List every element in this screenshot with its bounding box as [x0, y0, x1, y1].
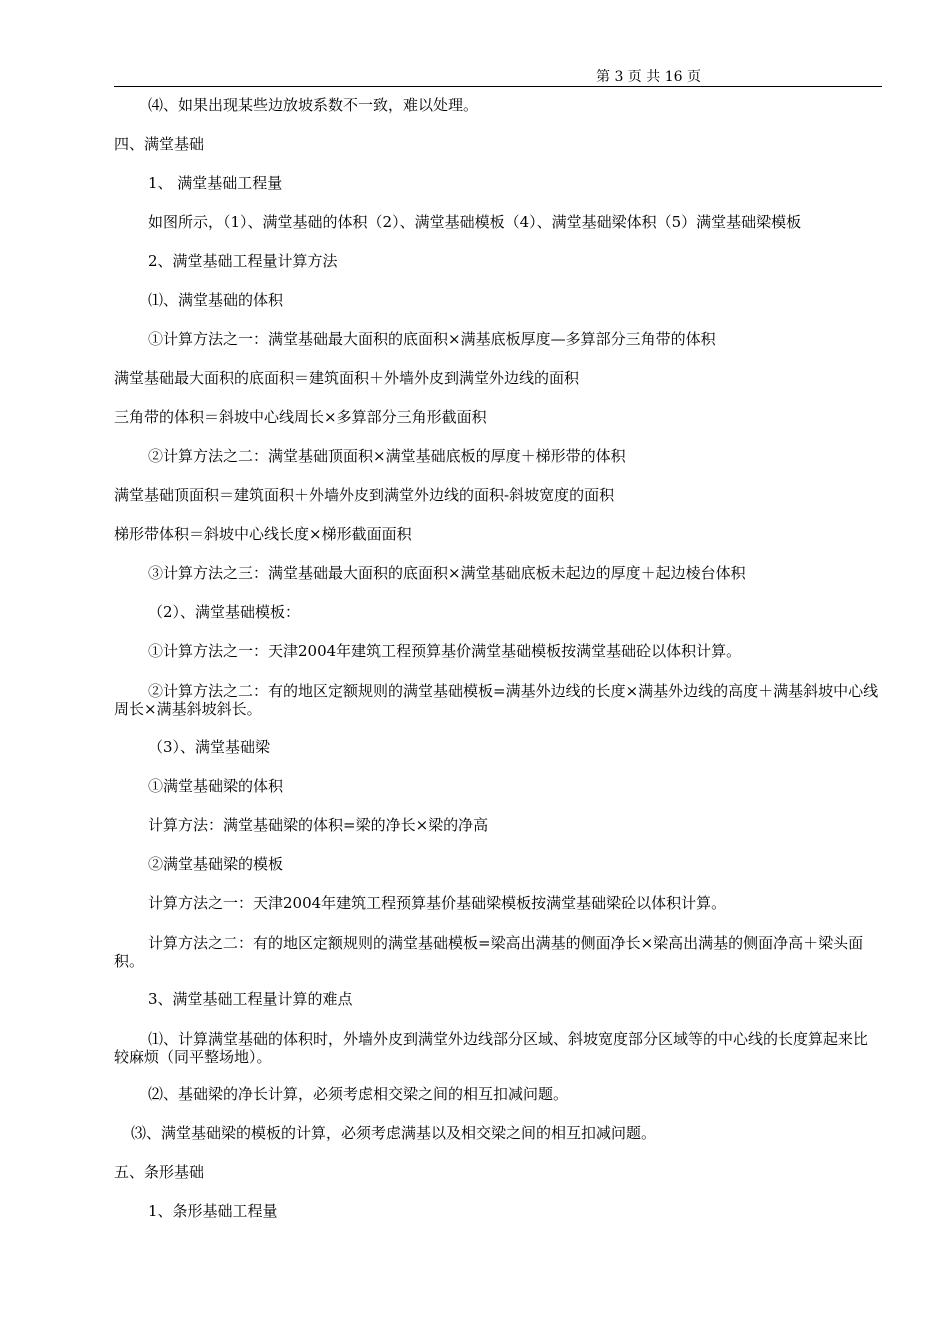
text-paragraph: ②计算方法之二：有的地区定额规则的满堂基础模板=满基外边线的长度×满基外边线的高度＋满基斜坡中心线周长×满基斜坡斜长。	[114, 682, 879, 718]
text-line: ③计算方法之三：满堂基础最大面积的底面积×满堂基础底板未起边的厚度＋起边棱台体积	[148, 564, 746, 582]
text-line: ②计算方法之二：满堂基础顶面积×满堂基础底板的厚度＋梯形带的体积	[148, 447, 626, 465]
section-heading: 四、满堂基础	[114, 135, 205, 153]
page-number: 第 3 页 共 16 页	[596, 69, 701, 85]
text-line: 满堂基础顶面积＝建筑面积＋外墙外皮到满堂外边线的面积-斜坡宽度的面积	[114, 486, 615, 504]
text-line: ①计算方法之一：天津2004年建筑工程预算基价满堂基础模板按满堂基础砼以体积计算。	[148, 642, 742, 660]
text-line: 计算方法之一：天津2004年建筑工程预算基价基础梁模板按满堂基础梁砼以体积计算。	[148, 894, 727, 912]
section-heading: 五、条形基础	[114, 1163, 205, 1181]
text-line: 梯形带体积＝斜坡中心线长度×梯形截面面积	[114, 525, 412, 543]
text-paragraph: ⑴、计算满堂基础的体积时，外墙外皮到满堂外边线部分区域、斜坡宽度部分区域等的中心线的长度算起来比较麻烦（同平整场地）。	[114, 1030, 869, 1066]
text-line: （2）、满堂基础模板：	[148, 603, 301, 621]
text-line: ①满堂基础梁的体积	[148, 777, 284, 795]
text-line: ②满堂基础梁的模板	[148, 855, 284, 873]
header-divider	[114, 86, 882, 87]
text-line: ①计算方法之一：满堂基础最大面积的底面积×满基底板厚度—多算部分三角带的体积	[148, 330, 716, 348]
text-line: （3）、满堂基础梁	[148, 738, 271, 756]
subsection-heading: 3、满堂基础工程量计算的难点	[148, 990, 353, 1008]
text-line: 满堂基础最大面积的底面积＝建筑面积＋外墙外皮到满堂外边线的面积	[114, 369, 580, 387]
text-line: 三角带的体积＝斜坡中心线周长×多算部分三角形截面积	[114, 408, 487, 426]
text-line: ⑶、满堂基础梁的模板的计算，必须考虑满基以及相交梁之间的相互扣减问题。	[131, 1124, 657, 1142]
text-line: ⑷、如果出现某些边放坡系数不一致，难以处理。	[148, 96, 479, 114]
text-line: 计算方法：满堂基础梁的体积=梁的净长×梁的净高	[148, 816, 489, 834]
text-paragraph: 计算方法之二：有的地区定额规则的满堂基础模板=梁高出满基的侧面净长×梁高出满基的侧面净高＋梁头面积。	[114, 934, 864, 970]
text-line: ⑴、满堂基础的体积	[148, 291, 284, 309]
subsection-heading: 1、条形基础工程量	[148, 1202, 278, 1220]
subsection-heading: 2、满堂基础工程量计算方法	[148, 252, 338, 270]
subsection-heading: 1、 满堂基础工程量	[148, 174, 283, 192]
text-line: 如图所示，（1）、满堂基础的体积（2）、满堂基础模板（4）、满堂基础梁体积（5）满堂基础梁模板	[148, 213, 802, 231]
text-line: ⑵、基础梁的净长计算，必须考虑相交梁之间的相互扣减问题。	[148, 1085, 569, 1103]
